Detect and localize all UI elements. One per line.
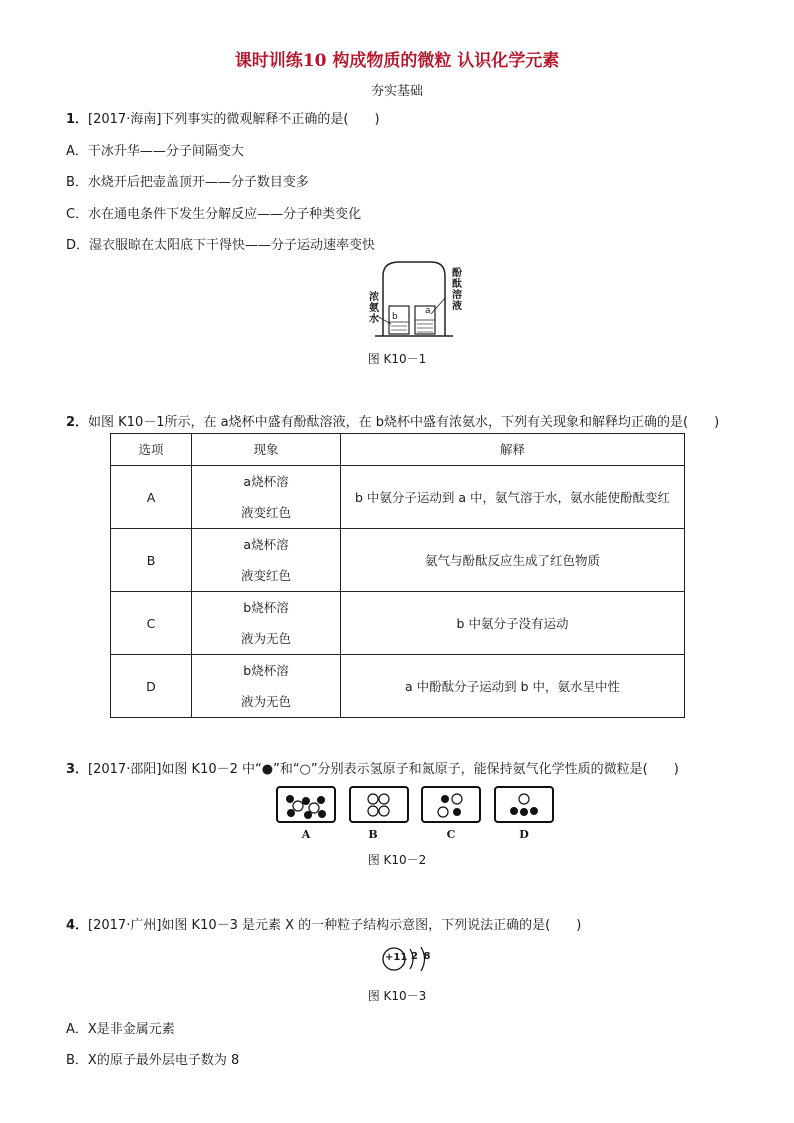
table-header-cell: 解释 <box>341 434 685 466</box>
table-cell-explanation: b 中氨分子没有运动 <box>341 592 685 655</box>
choice-label-b: B <box>368 828 378 841</box>
table-cell-phenomenon <box>192 655 341 718</box>
molecule-choice-b <box>349 786 409 823</box>
electron-shells: 2 8 <box>411 951 432 962</box>
phenomenon-line: 液变红色 <box>240 505 291 520</box>
table-cell-phenomenon <box>192 529 341 592</box>
question-4-option-b: B．X的原子最外层电子数为 8 <box>66 1053 240 1068</box>
table-header-row <box>111 434 685 466</box>
label-concentrated-ammonia: 浓氨水 <box>369 292 379 325</box>
beaker-a-label: a <box>425 306 431 316</box>
phenomenon-line: 液为无色 <box>240 631 291 646</box>
table-row <box>111 529 685 592</box>
question-4-stem <box>66 914 581 933</box>
phenomenon-line: 液为无色 <box>240 694 291 709</box>
question-2-stem <box>66 411 719 430</box>
options-table <box>110 433 685 718</box>
question-1-option-c: C．水在通电条件下发生分解反应——分子种类变化 <box>66 207 362 222</box>
question-4-number: 4． <box>66 918 89 933</box>
figure-k10-3-caption: 图 K10－3 <box>367 989 427 1003</box>
question-1-stem <box>66 108 380 127</box>
nucleus-charge: +11 <box>385 952 408 963</box>
table-cell-phenomenon <box>192 466 341 529</box>
molecule-c-icon <box>423 788 479 821</box>
molecule-a-icon <box>278 788 334 821</box>
table-cell-explanation: b 中氨分子运动到 a 中，氨气溶于水，氨水能使酚酞变红 <box>341 466 685 529</box>
table-row <box>111 592 685 655</box>
beaker-b-label: b <box>392 312 398 322</box>
figure-k10-2-caption: 图 K10－2 <box>367 853 427 867</box>
table-header-cell: 选项 <box>111 434 192 466</box>
phenomenon-line: b烧杯溶 <box>243 663 289 678</box>
question-3-stem <box>66 758 679 777</box>
phenomenon-line: b烧杯溶 <box>243 600 289 615</box>
phenomenon-line: a烧杯溶 <box>243 474 289 489</box>
table-row <box>111 466 685 529</box>
choice-label-c: C <box>446 828 456 841</box>
molecule-choice-c <box>421 786 481 823</box>
phenomenon-line: a烧杯溶 <box>243 537 289 552</box>
phenomenon-line: 液变红色 <box>240 568 291 583</box>
question-3-number: 3． <box>66 762 89 777</box>
section-subtitle: 夯实基础 <box>370 84 423 99</box>
page-title: 课时训练10 构成物质的微粒 认识化学元素 <box>234 51 560 71</box>
question-2-number: 2． <box>66 415 89 430</box>
figure-k10-1-caption: 图 K10－1 <box>367 352 427 366</box>
molecule-d-icon <box>496 788 552 821</box>
question-1-text: [2017·海南]下列事实的微观解释不正确的是( ) <box>88 112 380 127</box>
table-cell-explanation: 氨气与酚酞反应生成了红色物质 <box>341 529 685 592</box>
question-4-text: [2017·广州]如图 K10－3 是元素 X 的一种粒子结构示意图，下列说法正确的是( ) <box>88 918 582 933</box>
question-1-option-d: D．湿衣服晾在太阳底下干得快——分子运动速率变快 <box>66 238 376 253</box>
table-cell-option: C <box>111 592 192 655</box>
choice-label-d: D <box>519 828 529 841</box>
table-cell-option: A <box>111 466 192 529</box>
question-1-option-b: B．水烧开后把壶盖顶开——分子数目变多 <box>66 175 309 190</box>
table-row <box>111 655 685 718</box>
table-cell-option: D <box>111 655 192 718</box>
table-cell-explanation: a 中酚酞分子运动到 b 中，氨水呈中性 <box>341 655 685 718</box>
molecule-choice-d <box>494 786 554 823</box>
molecule-b-icon <box>351 788 407 821</box>
table-header-cell: 现象 <box>192 434 341 466</box>
question-4-option-a: A．X是非金属元素 <box>66 1022 175 1037</box>
molecule-choice-a <box>276 786 336 823</box>
question-1-number: 1． <box>66 112 89 127</box>
choice-label-a: A <box>301 828 311 841</box>
table-cell-option: B <box>111 529 192 592</box>
label-phenolphthalein: 酚酞溶液 <box>452 268 462 312</box>
question-2-text: 如图 K10－1所示，在 a烧杯中盛有酚酞溶液，在 b烧杯中盛有浓氨水，下列有关现象和解释均正确的是( ) <box>88 415 720 430</box>
table-cell-phenomenon <box>192 592 341 655</box>
question-1-option-a: A．干冰升华——分子间隔变大 <box>66 144 244 159</box>
question-3-text: [2017·邵阳]如图 K10－2 中“●”和“○”分别表示氢原子和氮原子，能保持氨气化学性质的微粒是( ) <box>88 762 679 777</box>
